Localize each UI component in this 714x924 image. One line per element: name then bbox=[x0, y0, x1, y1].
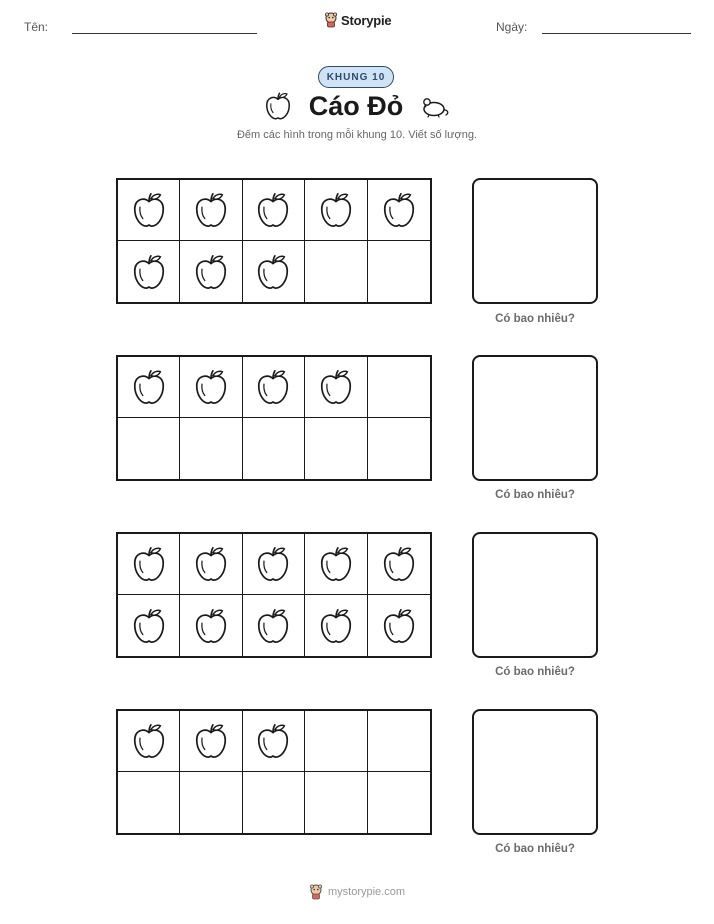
frame-cell bbox=[243, 180, 305, 241]
frame-cell bbox=[368, 357, 430, 418]
apple-icon bbox=[380, 543, 418, 585]
frame-cell bbox=[180, 357, 242, 418]
frame-cell bbox=[243, 357, 305, 418]
storypie-mascot-icon bbox=[324, 12, 338, 28]
apple-icon bbox=[130, 605, 168, 647]
apple-icon bbox=[130, 189, 168, 231]
frame-cell bbox=[118, 357, 180, 418]
apple-icon bbox=[254, 251, 292, 293]
frame-cell bbox=[305, 711, 367, 772]
frame-cell bbox=[368, 241, 430, 302]
question-label: Có bao nhiêu? bbox=[495, 489, 575, 501]
frame-cell bbox=[118, 772, 180, 833]
frame-cell bbox=[243, 595, 305, 656]
apple-icon bbox=[254, 605, 292, 647]
frame-cell bbox=[368, 180, 430, 241]
frame-cell bbox=[243, 772, 305, 833]
answer-box[interactable] bbox=[472, 178, 598, 304]
name-label: Tên: bbox=[24, 20, 49, 34]
frame-cell bbox=[118, 711, 180, 772]
frame-cell bbox=[118, 534, 180, 595]
logo-text: Storypie bbox=[341, 12, 392, 28]
frame-cell bbox=[243, 418, 305, 479]
name-field[interactable] bbox=[72, 33, 257, 34]
frame-cell bbox=[305, 418, 367, 479]
ten-frame bbox=[116, 355, 432, 481]
footer bbox=[0, 884, 714, 900]
apple-icon bbox=[380, 189, 418, 231]
storypie-mascot-icon bbox=[309, 884, 323, 900]
ten-frame bbox=[116, 532, 432, 658]
apple-icon bbox=[317, 366, 355, 408]
apple-icon bbox=[192, 605, 230, 647]
frame-cell bbox=[305, 534, 367, 595]
mouse-icon bbox=[419, 94, 451, 118]
apple-icon bbox=[317, 189, 355, 231]
apple-icon bbox=[263, 91, 293, 121]
frame-cell bbox=[243, 711, 305, 772]
frame-cell bbox=[180, 711, 242, 772]
apple-icon bbox=[254, 366, 292, 408]
apple-icon bbox=[130, 366, 168, 408]
answer-box[interactable] bbox=[472, 532, 598, 658]
category-badge: KHUNG 10 bbox=[318, 66, 394, 88]
footer-url: mystorypie.com bbox=[327, 886, 406, 898]
apple-icon bbox=[254, 720, 292, 762]
frame-cell bbox=[180, 595, 242, 656]
frame-cell bbox=[118, 241, 180, 302]
frame-cell bbox=[180, 772, 242, 833]
frame-cell bbox=[305, 241, 367, 302]
frame-cell bbox=[368, 711, 430, 772]
frame-cell bbox=[243, 241, 305, 302]
apple-icon bbox=[130, 720, 168, 762]
ten-frame bbox=[116, 709, 432, 835]
apple-icon bbox=[192, 720, 230, 762]
apple-icon bbox=[192, 189, 230, 231]
answer-box[interactable] bbox=[472, 709, 598, 835]
frame-cell bbox=[243, 534, 305, 595]
ten-frame bbox=[116, 178, 432, 304]
frame-cell bbox=[180, 418, 242, 479]
title-row bbox=[0, 88, 714, 124]
question-label: Có bao nhiêu? bbox=[495, 313, 575, 325]
question-label: Có bao nhiêu? bbox=[495, 843, 575, 855]
apple-icon bbox=[192, 251, 230, 293]
date-label: Ngày: bbox=[496, 20, 528, 34]
frame-cell bbox=[118, 595, 180, 656]
apple-icon bbox=[130, 251, 168, 293]
apple-icon bbox=[130, 543, 168, 585]
frame-cell bbox=[118, 180, 180, 241]
apple-icon bbox=[380, 605, 418, 647]
frame-cell bbox=[368, 772, 430, 833]
frame-cell bbox=[368, 595, 430, 656]
apple-icon bbox=[317, 543, 355, 585]
frame-cell bbox=[118, 418, 180, 479]
date-field[interactable] bbox=[542, 33, 691, 34]
frame-cell bbox=[305, 595, 367, 656]
frame-cell bbox=[368, 534, 430, 595]
frame-cell bbox=[180, 534, 242, 595]
answer-box[interactable] bbox=[472, 355, 598, 481]
question-label: Có bao nhiêu? bbox=[495, 666, 575, 678]
apple-icon bbox=[254, 543, 292, 585]
frame-cell bbox=[180, 180, 242, 241]
instructions: Đếm các hình trong mỗi khung 10. Viết số lượng. bbox=[236, 129, 477, 141]
page-title: Cáo Đỏ bbox=[308, 90, 404, 121]
frame-cell bbox=[180, 241, 242, 302]
logo bbox=[324, 12, 391, 28]
apple-icon bbox=[317, 605, 355, 647]
apple-icon bbox=[254, 189, 292, 231]
frame-cell bbox=[305, 180, 367, 241]
apple-icon bbox=[192, 543, 230, 585]
frame-cell bbox=[368, 418, 430, 479]
frame-cell bbox=[305, 357, 367, 418]
frame-cell bbox=[305, 772, 367, 833]
apple-icon bbox=[192, 366, 230, 408]
